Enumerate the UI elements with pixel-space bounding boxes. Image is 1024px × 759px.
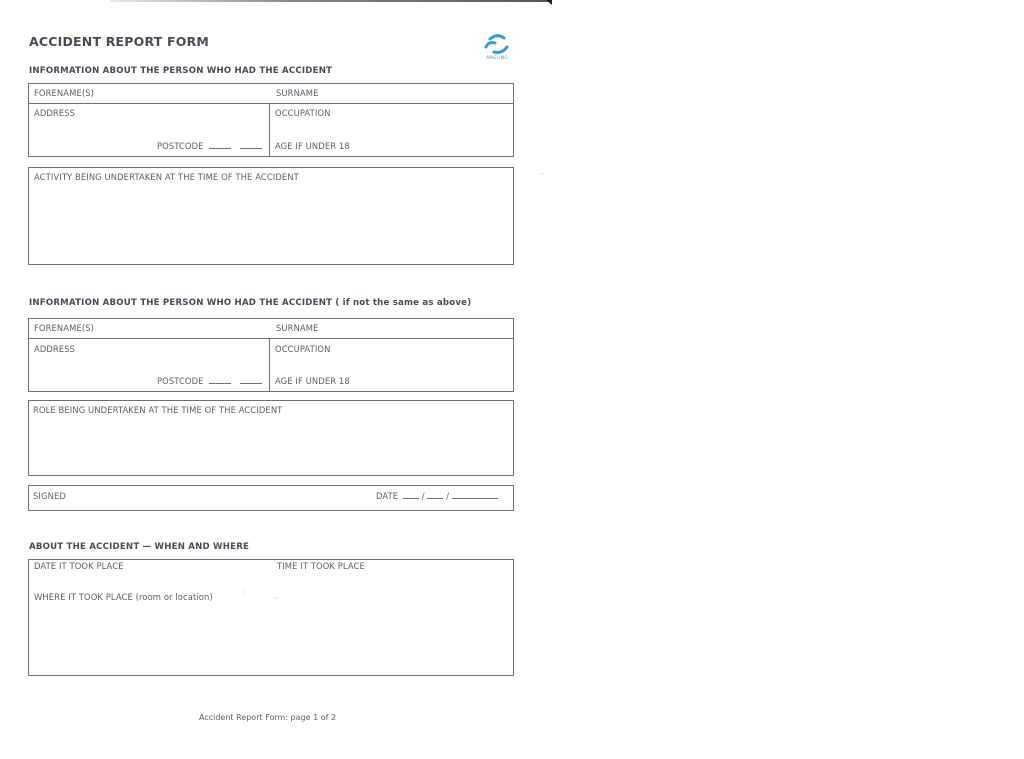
postcode-field[interactable] [157, 141, 262, 151]
date-field[interactable] [376, 491, 498, 501]
logo-swirl-icon [480, 34, 514, 56]
logo-text: ANGLING [485, 56, 509, 61]
age-field[interactable]: AGE IF UNDER 18 [275, 141, 350, 151]
date-year-blank[interactable] [452, 491, 498, 499]
time-took-place-field[interactable]: TIME IT TOOK PLACE [277, 561, 365, 571]
date-separator: / [421, 491, 425, 501]
scan-speck [243, 591, 244, 593]
postcode-label: POSTCODE [157, 376, 204, 386]
section2-heading: INFORMATION ABOUT THE PERSON WHO HAD THE ACCIDENT ( if not the same as above) [29, 298, 472, 308]
address-field[interactable]: ADDRESS [34, 344, 76, 354]
signature-box [28, 485, 514, 511]
postcode-blank-2[interactable] [240, 376, 262, 384]
logo [480, 34, 514, 64]
date-label: DATE [376, 491, 399, 501]
postcode-blank-1[interactable] [209, 376, 231, 384]
postcode-blank-1[interactable] [209, 141, 231, 149]
forename-field[interactable]: FORENAME(S) [34, 88, 94, 98]
forename-field[interactable]: FORENAME(S) [34, 323, 94, 333]
scan-edge [110, 0, 552, 2]
when-where-box [28, 559, 514, 676]
scan-corner [546, 0, 552, 5]
divider [29, 103, 513, 104]
date-month-blank[interactable] [427, 491, 443, 499]
date-day-blank[interactable] [403, 491, 419, 499]
divider [269, 338, 270, 391]
postcode-label: POSTCODE [157, 141, 204, 151]
section1-person-box [28, 83, 514, 157]
page-title: ACCIDENT REPORT FORM [29, 34, 210, 49]
divider [29, 338, 513, 339]
date-took-place-field[interactable]: DATE IT TOOK PLACE [34, 561, 124, 571]
activity-label: ACTIVITY BEING UNDERTAKEN AT THE TIME OF THE ACCIDENT [34, 172, 299, 182]
occupation-field[interactable]: OCCUPATION [275, 108, 331, 118]
signed-field[interactable]: SIGNED [33, 491, 66, 501]
address-field[interactable]: ADDRESS [34, 108, 76, 118]
occupation-field[interactable]: OCCUPATION [275, 344, 331, 354]
divider [269, 103, 270, 156]
section2-person-box [28, 318, 514, 392]
where-took-place-field[interactable]: WHERE IT TOOK PLACE (room or location) [34, 592, 213, 602]
role-box[interactable] [28, 400, 514, 476]
page-footer: Accident Report Form: page 1 of 2 [199, 713, 337, 722]
scan-speck [275, 597, 276, 599]
surname-field[interactable]: SURNAME [276, 323, 319, 333]
scan-speck [542, 173, 543, 175]
role-label: ROLE BEING UNDERTAKEN AT THE TIME OF THE ACCIDENT [33, 405, 283, 415]
postcode-blank-2[interactable] [240, 141, 262, 149]
age-field[interactable]: AGE IF UNDER 18 [275, 376, 350, 386]
postcode-field[interactable] [157, 376, 262, 386]
activity-box[interactable] [28, 167, 514, 265]
surname-field[interactable]: SURNAME [276, 88, 319, 98]
section3-heading: ABOUT THE ACCIDENT — WHEN AND WHERE [29, 542, 250, 552]
section1-heading: INFORMATION ABOUT THE PERSON WHO HAD THE ACCIDENT [29, 66, 333, 76]
date-separator: / [446, 491, 450, 501]
